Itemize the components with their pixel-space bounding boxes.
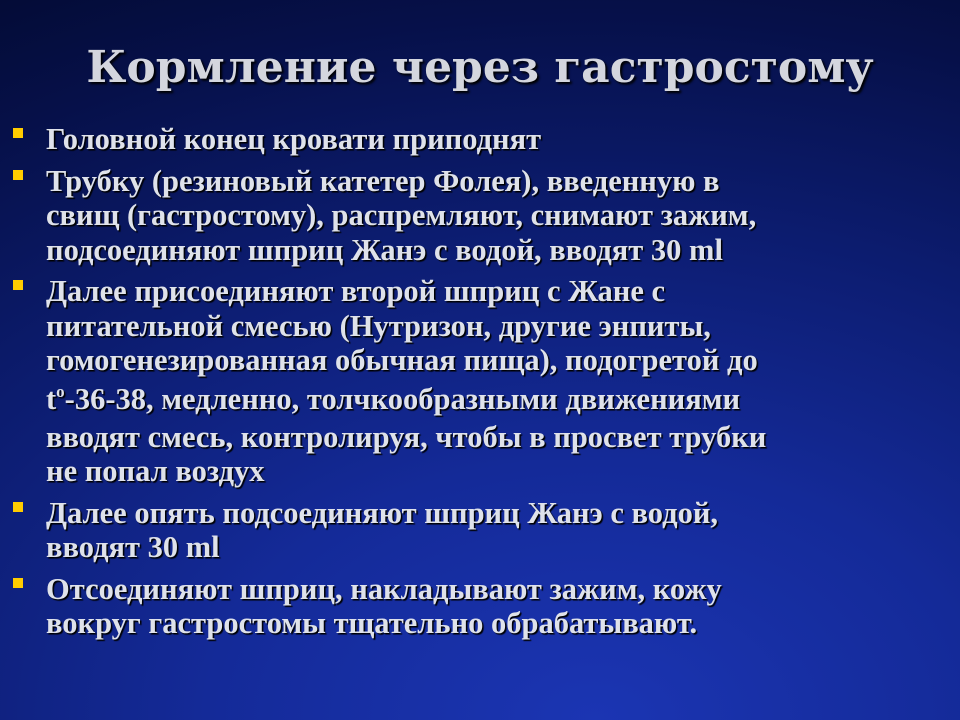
bullet-item-3 [0, 274, 960, 489]
bullet-item-1 [0, 122, 960, 157]
bullet-text-line: Трубку (резиновый катетер Фолея), введенную в [46, 163, 720, 198]
bullet-list [0, 122, 960, 648]
slide-title: Кормление через гастростому [86, 42, 874, 93]
bullet-text-line: подсоединяют шприц Жанэ с водой, вводят 30 ml [46, 232, 723, 267]
bullet-item-2 [0, 164, 960, 268]
bullet-text-line: не попал воздух [46, 454, 265, 488]
bullet-text-line: вводят 30 ml [46, 530, 220, 564]
bullet-text-line: гомогенезированная обычная пища), подогретой до [46, 343, 758, 377]
yellow-square-bullet-icon [13, 502, 23, 512]
bullet-text-line: свищ (гастростому), распремляют, снимают зажим, [46, 198, 757, 232]
bullet-text-line: Отсоединяют шприц, накладывают зажим, кожу [46, 571, 722, 606]
bullet-text-line: питательной смесью (Нутризон, другие энпиты, [46, 308, 711, 343]
degree-superscript: о [56, 381, 65, 401]
bullet-item-5 [0, 572, 960, 641]
bullet-text-line: Далее присоединяют второй шприц с Жане с [46, 274, 666, 308]
yellow-square-bullet-icon [13, 170, 23, 180]
bullet-text-line: вводят смесь, контролируя, чтобы в просвет трубки [46, 419, 767, 454]
temperature-symbol: t [46, 381, 57, 416]
bullet-text-line: Далее опять подсоединяют шприц Жанэ с водой, [46, 495, 719, 530]
bullet-text-line: Головной конец кровати приподнят [46, 122, 542, 156]
yellow-square-bullet-icon [13, 128, 23, 138]
temperature-line [46, 378, 960, 420]
yellow-square-bullet-icon [13, 280, 23, 290]
temperature-range-text: -36-38, медленно, толчкообразными движениями [64, 381, 741, 416]
bullet-text-line: вокруг гастростомы тщательно обрабатывают. [46, 606, 698, 640]
yellow-square-bullet-icon [13, 578, 23, 588]
bullet-item-4 [0, 496, 960, 565]
